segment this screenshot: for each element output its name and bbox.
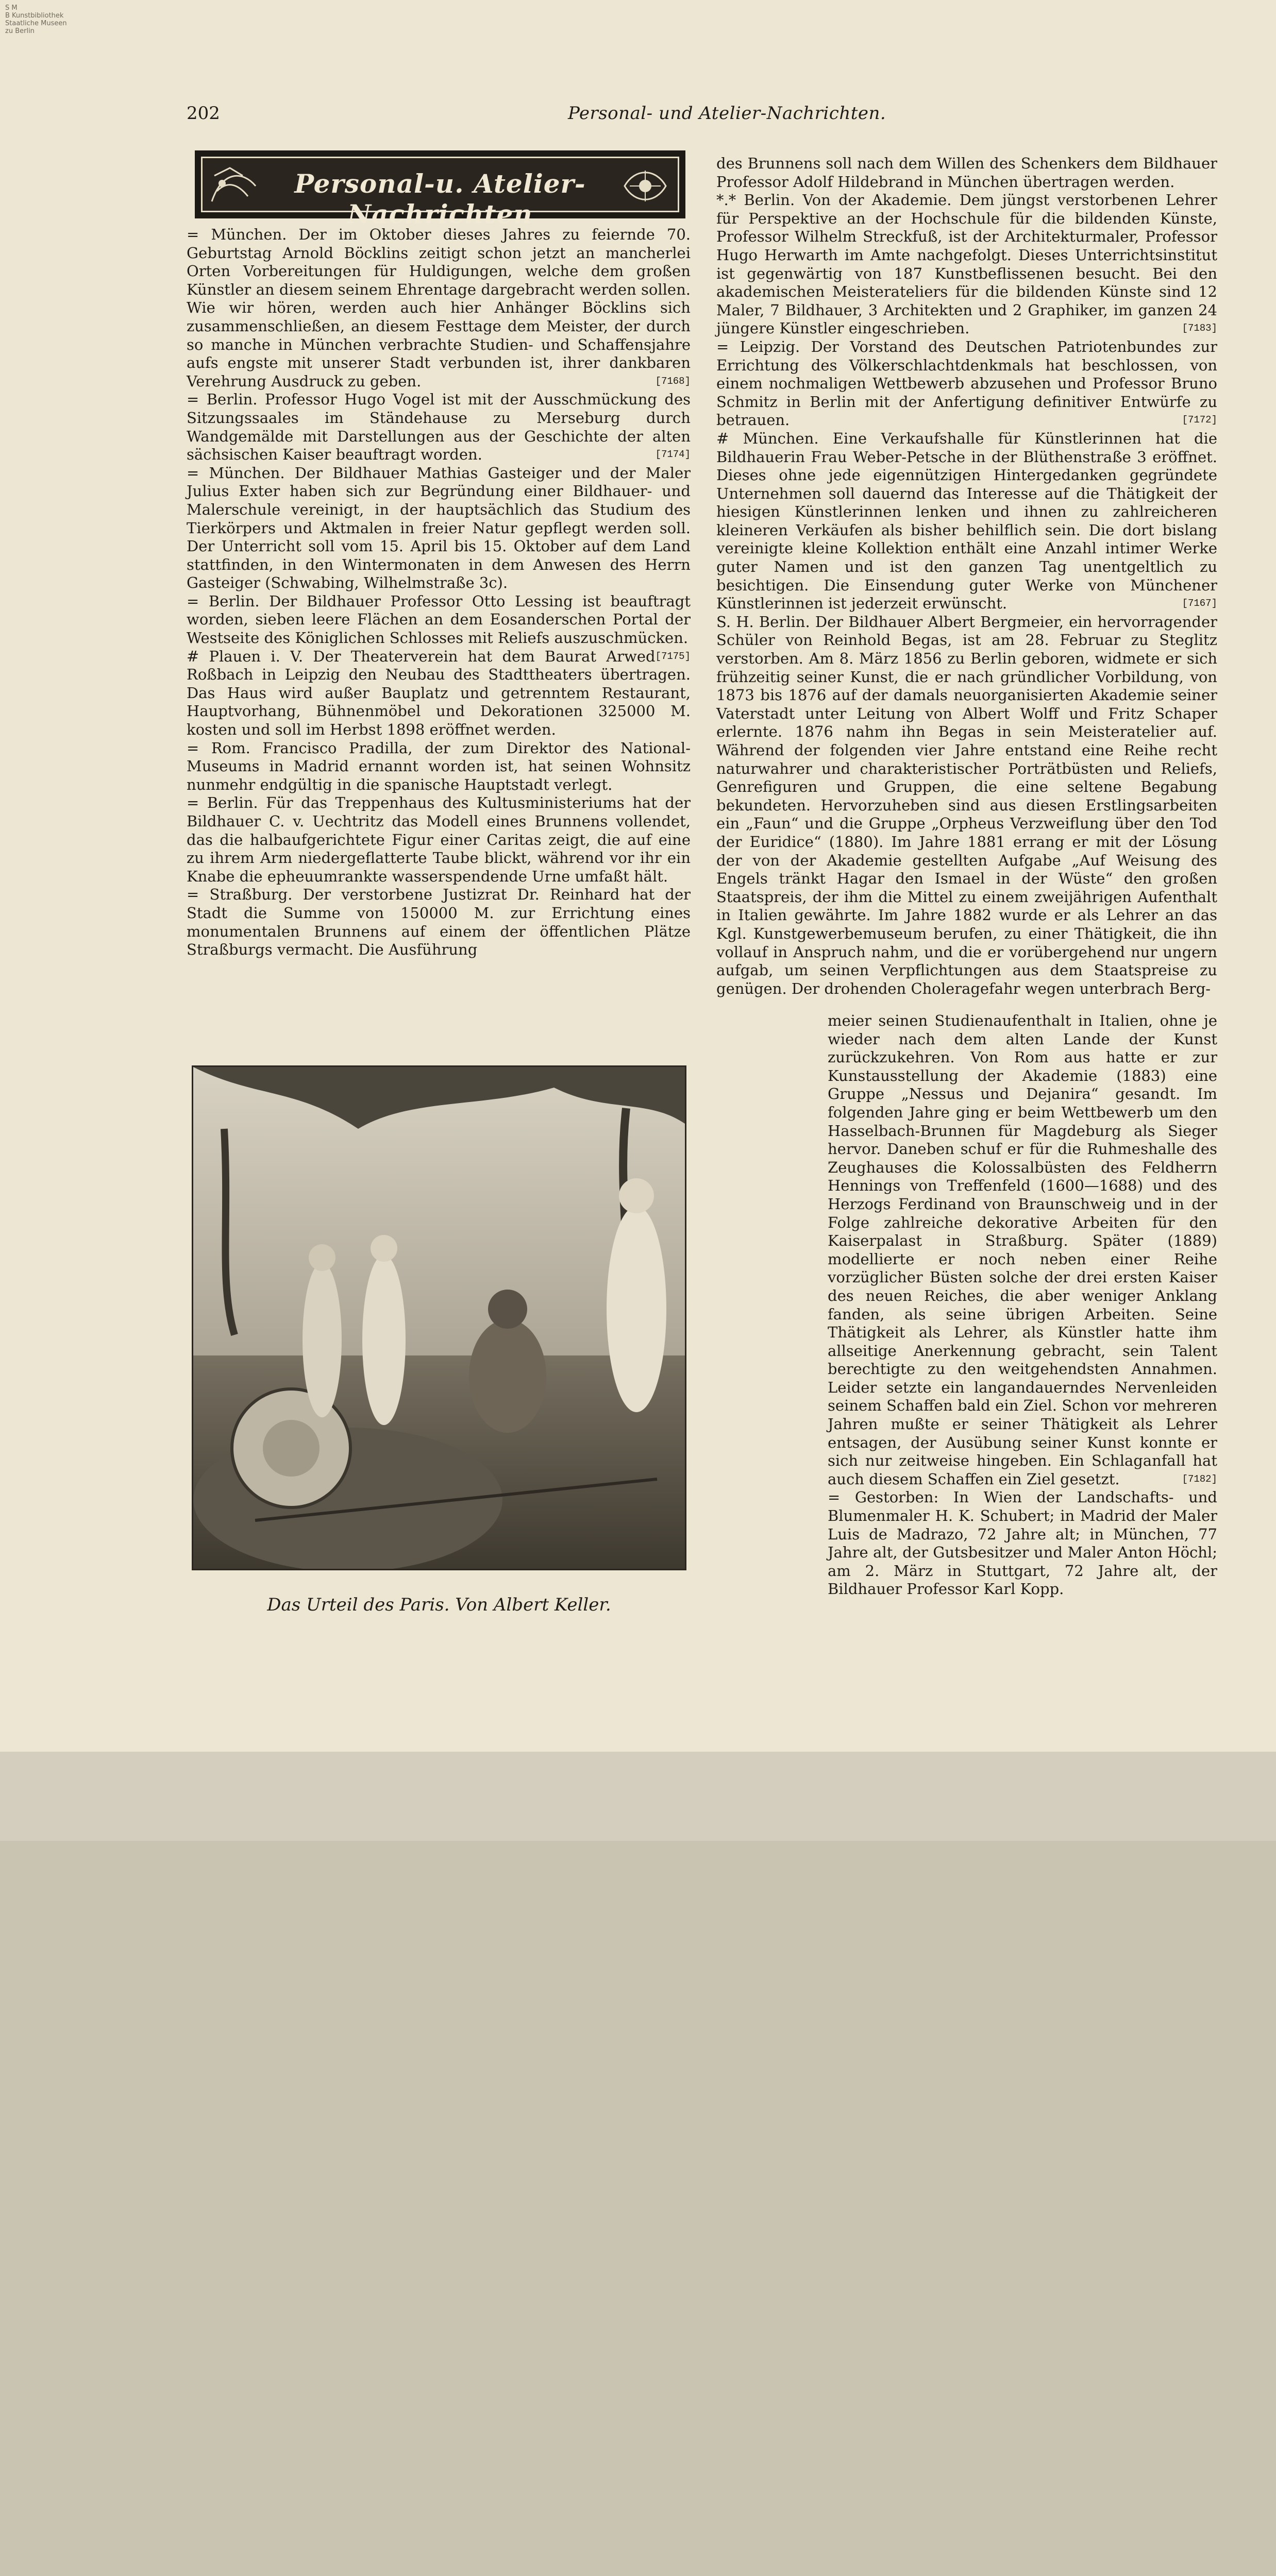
running-head: [187, 103, 1141, 129]
section-banner: [195, 150, 685, 229]
right-column-top: [716, 155, 1217, 998]
news-item: meier seinen Studienaufenthalt in Italien, ohne je wieder nach dem alten Lande der Kunst zurückzukehren. Von Rom aus hatte er zur Kunstausstellung der Akademie (1883) eine Gruppe „Nessus und Dejanira“ gesandt. Im folgenden Jahre ging er beim Wettbewerb um den Hasselbach-Brunnen für Magdeburg als Sieger hervor. Daneben schuf er für die Ruhmeshalle des Zeughauses die Kolossalbüsten des Feldherrn Hennings von Treffenfeld (1600—1688) und des Herzogs Ferdinand von Braunschweig und in der Folge zahlreiche dekorative Arbeiten für den Kaiserpalast in Straßburg. Später (1889) modellierte er noch neben einer Reihe vorzüglicher Büsten solche der drei ersten Kaiser des neuen Reiches, die aber weniger Anklang fanden, als seine übrigen Arbeiten. Seine Thätigkeit als Lehrer, als Künstler hatte ihm allseitige Anerkennung gebracht, sein Talent berechtigte zu den weitgehendsten Annahmen. Leider setzte ein langandauerndes Nervenleiden seinem Schaffen bald ein Ziel. Schon vor mehreren Jahren mußte er seiner Thätigkeit als Lehrer entsagen, der Ausübung seiner Kunst konnte er sich nur zeitweise hingeben. Ein Schlaganfall hat auch diesem Schaffen ein Ziel gesetzt. [7182]: [828, 1012, 1217, 1488]
stamp-line: S M: [5, 4, 18, 12]
banner-ornament-left-icon: [207, 160, 263, 212]
news-item: = Rom. Francisco Pradilla, der zum Direktor des National-Museums in Madrid ernannt worden ist, hat seinen Wohnsitz nunmehr endgültig in die spanische Hauptstadt verlegt.: [187, 739, 691, 793]
illustration-caption: Das Urteil des Paris. Von Albert Keller.: [267, 1595, 611, 1615]
viewer-footer: [0, 1752, 1276, 1841]
news-item: # Plauen i. V. Der Theaterverein hat dem Baurat Arwed Roßbach in Leipzig den Neubau des Stadttheaters übertragen. Das Haus wird außer Bauplatz und getrenntem Restaurant, Hauptvorhang, Bühnenmöbel und Dekorationen 325000 M. kosten und soll im Herbst 1898 eröffnet werden.: [187, 647, 691, 739]
news-item: = München. Der im Oktober dieses Jahres zu feiernde 70. Geburtstag Arnold Böcklins zeitigt schon jetzt an mancherlei Orten Vorbereitungen für Huldigungen, welche dem großen Künstler an diesem seinem Ehrentage dargebracht werden sollen. Wie wir hören, werden auch hier Anhänger Böcklins sich zusammenschließen, an diesem Festtage dem Meister, der durch so manche in München verbrachte Studien- und Schaffensjahre aufs engste mit unserer Stadt verbunden ist, ihrer dankbaren Verehrung Ausdruck zu geben. [7168]: [187, 226, 691, 390]
item-reference: [7172]: [1182, 414, 1217, 426]
painting-illustration: [192, 1065, 686, 1570]
painting-image: [193, 1067, 685, 1569]
news-item: # München. Eine Verkaufshalle für Künstlerinnen hat die Bildhauerin Frau Weber-Petsche in der Blüthenstraße 3 eröffnet. Dieses ohne jede eigennützigen Hintergedanken gegründete Unternehmen soll dauernd das Interesse auf die Thätigkeit der hiesigen Künstlerinnen lenken und ihnen zu zahlreicheren kleineren Verkäufen als bisher behilflich sein. Die dort bislang vereinigte kleine Kollektion enthält eine Anzahl intimer Werke guter Namen und ist den ganzen Tag unentgeltlich zu besichtigen. Die Einsendung guter Werke von Münchener Künstlerinnen ist jederzeit erwünscht. [7167]: [716, 429, 1217, 613]
item-reference: [7183]: [1182, 323, 1217, 334]
left-column: [187, 226, 691, 959]
right-column-bottom: [828, 1012, 1217, 1599]
news-item: S. H. Berlin. Der Bildhauer Albert Bergmeier, ein hervorragender Schüler von Reinhold Begas, ist am 28. Februar zu Steglitz verstorben. Am 8. März 1856 zu Berlin geboren, widmete er sich frühzeitig seiner Kunst, die er nach gründlicher Vorbildung, von 1873 bis 1876 auf der damals neuorganisierten Akademie seiner Vaterstadt unter Leitung von Albert Wolff und Fritz Schaper erlernte. 1876 nahm ihn Begas in sein Meisteratelier auf. Während der folgenden vier Jahre entstand eine Reihe recht naturwahrer und charakteristischer Porträtbüsten und Reliefs, Genrefiguren und Gruppen, die eine seltene Begabung bekundeten. Hervorzuheben sind aus diesen Erstlingsarbeiten ein „Faun“ und die Gruppe „Orpheus Verzweiflung über den Tod der Euridice“ (1880). Im Jahre 1881 errang er mit der Lösung der von der Akademie gestellten Aufgabe „Auf Weisung des Engels tränkt Hagar den Ismael in der Wüste“ den großen Staatspreis, der ihm die Mittel zu einem zweijährigen Aufenthalt in Italien gewährte. Im Jahre 1882 wurde er als Lehrer an das Kgl. Kunstgewerbemuseum berufen, zu einer Thätigkeit, die ihn vollauf in Anspruch nahm, und die er vorübergehend nur ungern aufgab, um seinen Verpflichtungen aus dem Staatspreise zu genügen. Der drohenden Choleragefahr wegen unterbrach Berg-: [716, 613, 1217, 997]
news-item: = Berlin. Der Bildhauer Professor Otto Lessing ist beauftragt worden, sieben leere Flächen an dem Eosanderschen Portal der Westseite des Königlichen Schlosses mit Reliefs auszuschmücken. [7175]: [187, 592, 691, 648]
page-number: 202: [187, 103, 220, 124]
news-item: = Leipzig. Der Vorstand des Deutschen Patriotenbundes zur Errichtung des Völkerschlachtdenkmals hat beschlossen, von einem nochmaligen Wettbewerb abzusehen und Professor Bruno Schmitz in Berlin mit der Anfertigung definitiver Entwürfe zu betrauen. [7172]: [716, 337, 1217, 429]
news-item: = Gestorben: In Wien der Landschafts- und Blumenmaler H. K. Schubert; in Madrid der Maler Luis de Madrazo, 72 Jahre alt; in München, 77 Jahre alt, der Gutsbesitzer und Maler Anton Höchl; am 2. März in Stuttgart, 72 Jahre alt, der Bildhauer Professor Karl Kopp.: [828, 1488, 1217, 1598]
item-reference: [7167]: [1182, 598, 1217, 609]
running-title: Personal- und Atelier-Nachrichten.: [568, 103, 886, 124]
item-reference: [7175]: [655, 650, 691, 662]
stamp-line: zu Berlin: [5, 27, 35, 35]
news-item: = München. Der Bildhauer Mathias Gasteiger und der Maler Julius Exter haben sich zur Begründung einer Bildhauer- und Malerschule vereinigt, in der hauptsächlich das Studium des Tierkörpers und Aktmalen in freier Natur gepflegt werden soll. Der Unterricht soll vom 15. April bis 15. Oktober auf dem Land stattfinden, in den Wintermonaten in dem Anwesen des Herrn Gasteiger (Schwabing, Wilhelmstraße 3c).: [187, 464, 691, 592]
banner-ornament-right-icon: [617, 160, 674, 212]
news-item: *.* Berlin. Von der Akademie. Dem jüngst verstorbenen Lehrer für Perspektive an der Hochschule für die bildenden Künste, Professor Wilhelm Streckfuß, ist der Architekturmaler, Professor Hugo Herwarth im Amte nachgefolgt. Dieses Unterrichtsinstitut ist gegenwärtig von 187 Kunstbeflissenen besucht. Bei den akademischen Meisterateliers für die bildenden Künste sind 12 Maler, 7 Bildhauer, 3 Architekten und 2 Graphiker, im ganzen 24 jüngere Künstler eingeschrieben. [7183]: [716, 191, 1217, 337]
item-reference: [7168]: [655, 375, 691, 387]
news-item: = Berlin. Für das Treppenhaus des Kultusministeriums hat der Bildhauer C. v. Uechtritz das Modell eines Brunnens vollendet, das die halbaufgerichtete Figur einer Caritas zeigt, die auf eine zu ihrem Arm niedergeflatterte Taube blickt, während vor ihr ein Knabe die epheuumrankte wasserspendende Urne umfaßt hält.: [187, 794, 691, 885]
stamp-line: B Kunstbibliothek: [5, 12, 64, 20]
item-reference: [7174]: [655, 449, 691, 461]
stamp-line: Staatliche Museen: [5, 20, 67, 27]
banner-frame: [201, 157, 679, 229]
banner-title: Personal-u. Atelier-Nachrichten: [294, 168, 586, 229]
news-item: = Straßburg. Der verstorbene Justizrat Dr. Reinhard hat der Stadt die Summe von 150000 M. zur Errichtung eines monumentalen Brunnens auf einem der öffentlichen Plätze Straßburgs vermacht. Die Ausführung: [187, 886, 691, 959]
library-stamp: [5, 4, 98, 35]
item-reference: [7182]: [1182, 1473, 1217, 1485]
news-item: des Brunnens soll nach dem Willen des Schenkers dem Bildhauer Professor Adolf Hildebrand in München übertragen werden.: [716, 155, 1217, 191]
news-item: = Berlin. Professor Hugo Vogel ist mit der Ausschmückung des Sitzungssaales im Ständehause zu Merseburg durch Wandgemälde mit Darstellungen aus der Geschichte der alten sächsischen Kaiser beauftragt worden. [7174]: [187, 391, 691, 464]
